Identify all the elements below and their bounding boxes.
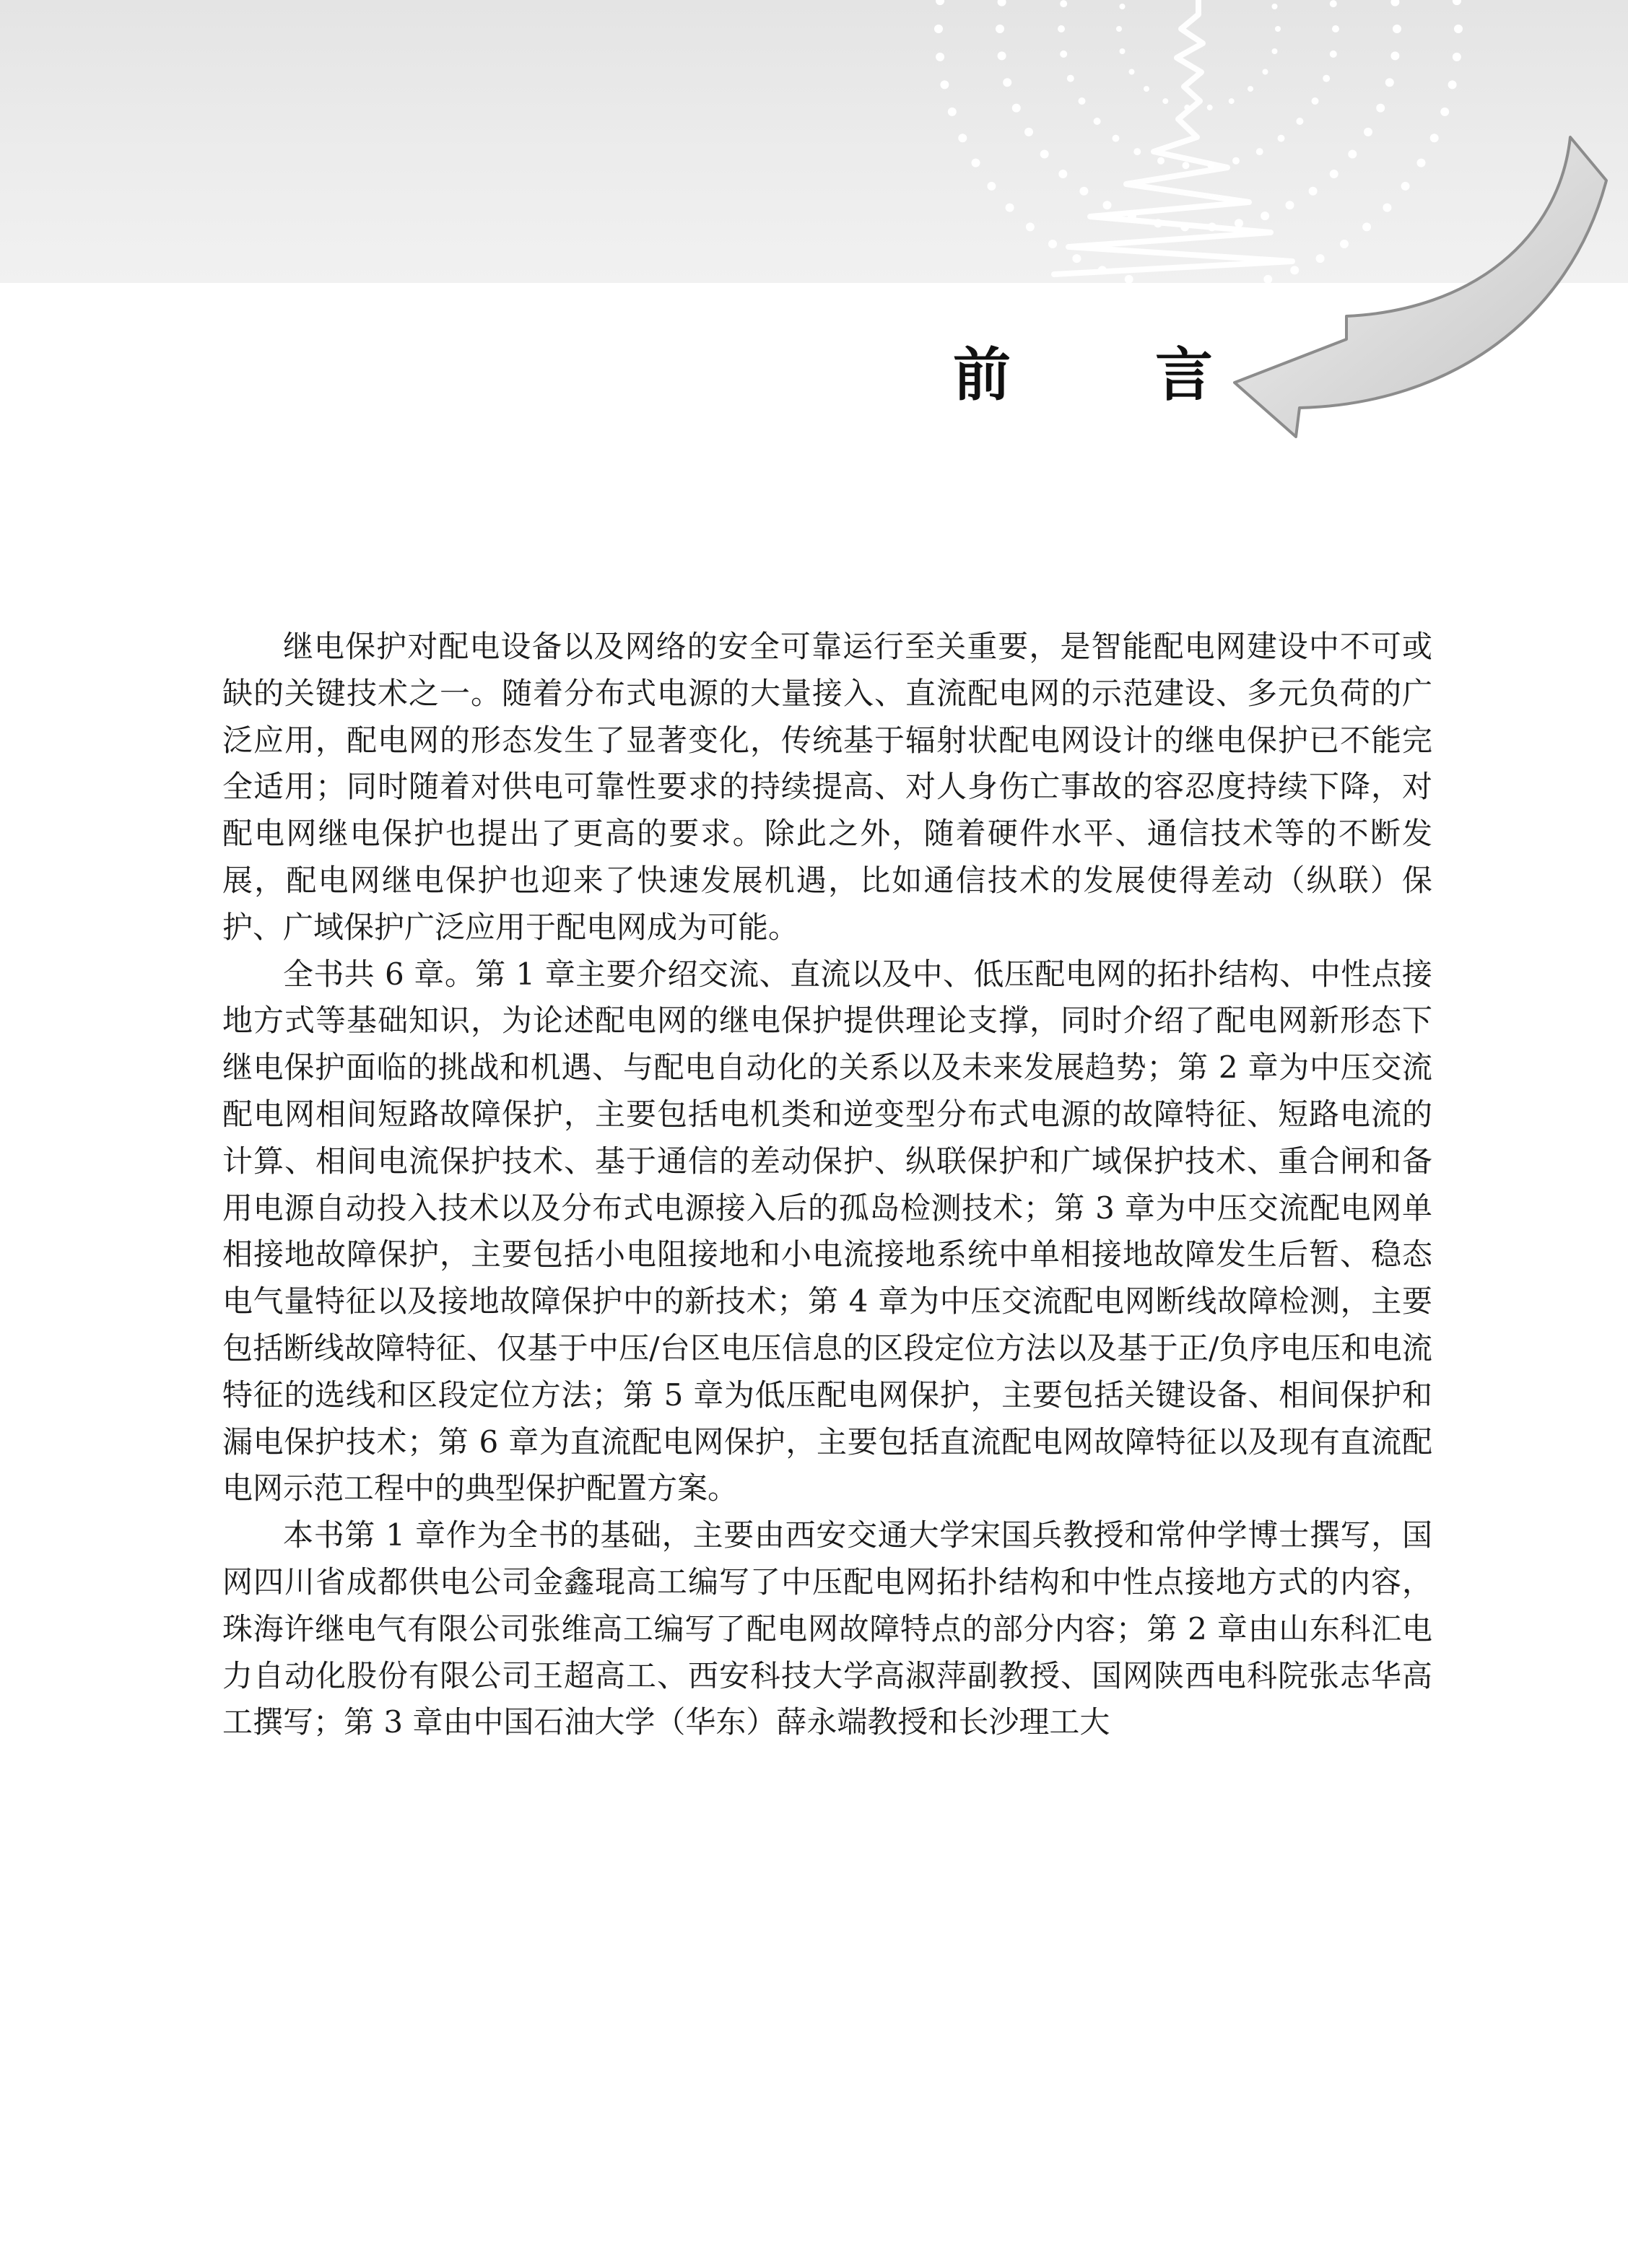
decoration-dot <box>1330 51 1337 58</box>
decoration-dot <box>1430 134 1439 142</box>
decoration-dot <box>1133 148 1141 155</box>
decoration-dot <box>1385 78 1394 87</box>
decoration-dot <box>1120 48 1126 54</box>
decoration-dot <box>958 134 967 142</box>
decoration-dot <box>972 159 980 167</box>
decoration-dot <box>1393 25 1401 33</box>
decoration-dot <box>1364 128 1372 136</box>
body-text <box>222 624 1432 1746</box>
decoration-dot <box>1453 0 1461 5</box>
decoration-dot <box>1012 104 1021 113</box>
decoration-dot <box>1332 25 1339 32</box>
decoration-dot <box>936 0 944 5</box>
decoration-dot <box>1440 108 1449 116</box>
decoration-dot <box>1275 26 1281 32</box>
decoration-dot <box>1120 4 1126 9</box>
decoration-dot <box>1263 69 1268 75</box>
decoration-dot <box>1448 80 1457 89</box>
title-char-1: 前 <box>953 341 1011 409</box>
decoration-dot <box>1348 150 1357 159</box>
decoration-dot <box>1162 98 1168 104</box>
decoration-dot <box>1256 148 1263 155</box>
decoration-dot <box>1296 118 1303 125</box>
decoration-dot <box>1003 78 1011 87</box>
decoration-dot <box>1094 118 1101 125</box>
decoration-dot <box>1376 104 1385 113</box>
decoration-dot <box>1272 4 1278 9</box>
decoration-dot <box>1417 159 1426 167</box>
decoration-dot <box>1058 25 1065 32</box>
decoration-dot <box>1113 135 1120 142</box>
curved-arrow-icon <box>1235 137 1606 437</box>
decoration-dot <box>1125 275 1133 284</box>
decoration-dot <box>1454 25 1463 33</box>
header-decoration <box>0 0 1628 462</box>
decoration-dot <box>1272 48 1278 54</box>
decoration-dot <box>1079 187 1088 196</box>
decoration-dot <box>1157 157 1165 165</box>
decoration-dot <box>934 25 943 33</box>
decoration-dot <box>948 108 957 116</box>
decoration-dot <box>1103 201 1112 209</box>
decoration-dot <box>1383 204 1391 212</box>
decoration-dot <box>1340 240 1349 248</box>
waveform-icon <box>1054 0 1292 274</box>
decoration-dot <box>1309 187 1318 196</box>
decoration-dot <box>1116 26 1122 32</box>
decoration-dot <box>940 80 949 89</box>
decoration-dot <box>1040 150 1049 159</box>
decoration-dot <box>998 0 1006 6</box>
paragraph-3: 本书第 1 章作为全书的基础，主要由西安交通大学宋国兵教授和常仲学博士撰写，国网四川省成都供电公司金鑫琨高工编写了中压配电网拓扑结构和中性点接地方式的内容，珠海许继电气有限公司张维高工编写了配电网故障特点的部分内容；第 2 章由山东科汇电力自动化股份有限公司王超高工、西安科技大学高淑萍副教授、国网陕西电科院张志华高工撰写；第 3 章由中国石油大学（华东）薛永端教授和长沙理工大 <box>222 1517 1432 1740</box>
decoration-dot <box>1330 170 1338 178</box>
decoration-dot <box>1286 201 1294 209</box>
decoration-dot <box>987 182 996 191</box>
decoration-dot <box>1390 51 1399 60</box>
decoration-dot <box>1261 211 1269 220</box>
decoration-dot <box>1006 204 1014 212</box>
decoration-dot <box>1207 105 1213 110</box>
title-char-2: 言 <box>1155 341 1213 409</box>
decoration-dot <box>1312 97 1319 105</box>
decoration-dot <box>1235 219 1243 227</box>
decoration-dot <box>1024 128 1033 136</box>
decoration-dot <box>1453 53 1461 61</box>
decoration-dot <box>1144 86 1149 92</box>
decoration-dot <box>1079 97 1086 105</box>
decoration-dot <box>1129 69 1135 75</box>
decoration-dot <box>936 53 944 61</box>
decoration-dot <box>1278 135 1285 142</box>
decoration-dot <box>1401 182 1410 191</box>
paragraph-1: 继电保护对配电设备以及网络的安全可靠运行至关重要，是智能配电网建设中不可或缺的关键技术之一。随着分布式电源的大量接入、直流配电网的示范建设、多元负荷的广泛应用，配电网的形态发生了显著变化，传统基于辐射状配电网设计的继电保护已不能完全适用；同时随着对供电可靠性要求的持续提高、对人身伤亡事故的容忍度持续下降，对配电网继电保护也提出了更高的要求。除此之外，随着硬件水平、通信技术等的不断发展，配电网继电保护也迎来了快速发展机遇，比如通信技术的发展使得差动（纵联）保护、广域保护广泛应用于配电网成为可能。 <box>222 629 1432 945</box>
decoration-dot <box>998 51 1006 60</box>
decoration-dot <box>1183 162 1190 169</box>
decoration-dot <box>1229 98 1235 104</box>
decoration-dot <box>1390 0 1399 6</box>
decoration-dot <box>1026 222 1035 231</box>
decoration-dot <box>1330 0 1337 7</box>
decoration-dot <box>1323 75 1330 82</box>
decoration-dot <box>996 25 1004 33</box>
decoration-dot <box>1263 275 1272 284</box>
decoration-dot <box>1060 51 1067 58</box>
decoration-dot <box>1316 254 1325 263</box>
decoration-dot <box>1362 222 1371 231</box>
decoration-dot <box>1072 254 1081 263</box>
decoration-dot <box>1290 266 1299 274</box>
paragraph-2: 全书共 6 章。第 1 章主要介绍交流、直流以及中、低压配电网的拓扑结构、中性点接地方式等基础知识，为论述配电网的继电保护提供理论支撑，同时介绍了配电网新形态下继电保护面临的挑战和机遇、与配电自动化的关系以及未来发展趋势；第 2 章为中压交流配电网相间短路故障保护，主要包括电机类和逆变型分布式电源的故障特征、短路电流的计算、相间电流保护技术、基于通信的差动保护、纵联保护和广域保护技术、重合闸和备用电源自动投入技术以及分布式电源接入后的孤岛检测技术；第 3 章为中压交流配电网单相接地故障保护，主要包括小电阻接地和小电流接地系统中单相接地故障发生后暂、稳态电气量特征以及接地故障保护中的新技术；第 4 章为中压交流配电网断线故障检测，主要包括断线故障特征、仅基于中压/台区电压信息的区段定位方法以及基于正/负序电压和电流特征的选线和区段定位方法；第 5 章为低压配电网保护，主要包括关键设备、相间保护和漏电保护技术；第 6 章为直流配电网保护，主要包括直流配电网故障特征以及现有直流配电网示范工程中的典型保护配置方案。 <box>222 956 1432 1506</box>
decoration-dot <box>1048 240 1057 248</box>
page-title <box>953 326 1213 413</box>
decoration-dot <box>1060 0 1067 7</box>
decoration-dot <box>1067 75 1074 82</box>
decoration-dot <box>1232 157 1240 165</box>
decoration-dot <box>1248 86 1253 92</box>
decoration-dot <box>1058 170 1067 178</box>
